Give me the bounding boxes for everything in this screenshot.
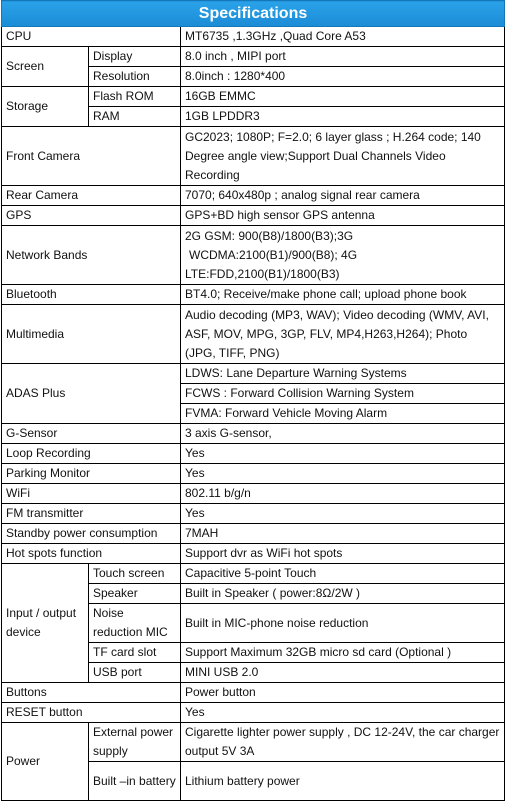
table-row <box>2 464 505 484</box>
table-header-row <box>2 1 505 27</box>
row-value-adas-fvma: FVMA: Forward Vehicle Moving Alarm <box>181 404 505 424</box>
row-label-gps: GPS <box>2 206 181 226</box>
table-row <box>2 305 505 364</box>
row-value-network-bands <box>181 226 505 285</box>
table-row <box>2 206 505 226</box>
sub-label-touch-screen: Touch screen <box>89 564 181 584</box>
row-label-adas: ADAS Plus <box>2 364 181 424</box>
table-row <box>2 484 505 504</box>
row-label-hot-spots: Hot spots function <box>2 544 181 564</box>
sub-value-flash: 16GB EMMC <box>181 87 505 107</box>
row-value-multimedia: Audio decoding (MP3, WAV); Video decoding (WMV, AVI, ASF, MOV, MPG, 3GP, FLV, MP4,H263,H264); Photo (JPG, TIFF, PNG) <box>181 305 505 364</box>
sub-label-speaker: Speaker <box>89 584 181 604</box>
table-row <box>2 87 505 107</box>
row-value-cpu: MT6735 ,1.3GHz ,Quad Core A53 <box>181 27 505 47</box>
network-line-3: LTE:FDD,2100(B1)/1800(B3) <box>185 266 340 281</box>
sub-value-speaker: Built in Speaker ( power:8Ω/2W ) <box>181 584 505 604</box>
sub-value-touch-screen: Capacitive 5-point Touch <box>181 564 505 584</box>
specifications-table <box>1 0 505 801</box>
sub-label-external-power: External power supply <box>89 723 181 762</box>
spec-sheet <box>1 0 504 801</box>
table-row <box>2 27 505 47</box>
sub-label-ram: RAM <box>89 107 181 127</box>
table-row <box>2 424 505 444</box>
row-label-loop-recording: Loop Recording <box>2 444 181 464</box>
sub-label-resolution: Resolution <box>89 67 181 87</box>
table-row <box>2 226 505 285</box>
sub-label-usb-port: USB port <box>89 663 181 683</box>
sub-value-builtin-battery: Lithium battery power <box>181 762 505 801</box>
sub-label-display: Display <box>89 47 181 67</box>
row-label-power: Power <box>2 723 89 801</box>
sub-label-flash: Flash ROM <box>89 87 181 107</box>
table-row <box>2 544 505 564</box>
row-value-parking-monitor: Yes <box>181 464 505 484</box>
row-label-screen: Screen <box>2 47 89 87</box>
row-label-cpu: CPU <box>2 27 181 47</box>
row-label-buttons: Buttons <box>2 683 181 703</box>
table-row <box>2 127 505 186</box>
row-label-standby-power: Standby power consumption <box>2 524 181 544</box>
row-value-adas-fcws: FCWS : Forward Collision Warning System <box>181 384 505 404</box>
row-value-standby-power: 7MAH <box>181 524 505 544</box>
row-label-gsensor: G-Sensor <box>2 424 181 444</box>
row-label-storage: Storage <box>2 87 89 127</box>
row-label-bluetooth: Bluetooth <box>2 285 181 305</box>
row-value-adas-ldws: LDWS: Lane Departure Warning Systems <box>181 364 505 384</box>
row-value-buttons: Power button <box>181 683 505 703</box>
row-label-network-bands: Network Bands <box>2 226 181 285</box>
row-value-bluetooth: BT4.0; Receive/make phone call; upload phone book <box>181 285 505 305</box>
row-label-multimedia: Multimedia <box>2 305 181 364</box>
table-row <box>2 186 505 206</box>
sub-value-noise-mic: Built in MIC-phone noise reduction <box>181 604 505 643</box>
sub-value-ram: 1GB LPDDR3 <box>181 107 505 127</box>
table-row <box>2 703 505 723</box>
sub-value-usb-port: MINI USB 2.0 <box>181 663 505 683</box>
network-line-1: 2G GSM: 900(B8)/1800(B3);3G <box>185 228 354 243</box>
table-row <box>2 504 505 524</box>
row-value-rear-camera: 7070; 640x480p ; analog signal rear camera <box>181 186 505 206</box>
table-row <box>2 444 505 464</box>
row-label-rear-camera: Rear Camera <box>2 186 181 206</box>
sub-label-noise-mic: Noise reduction MIC <box>89 604 181 643</box>
table-row <box>2 564 505 584</box>
row-value-loop-recording: Yes <box>181 444 505 464</box>
row-value-hot-spots: Support dvr as WiFi hot spots <box>181 544 505 564</box>
row-value-reset-button: Yes <box>181 703 505 723</box>
sub-label-builtin-battery: Built –in battery <box>89 762 181 801</box>
table-row <box>2 524 505 544</box>
table-row <box>2 723 505 762</box>
row-value-gps: GPS+BD high sensor GPS antenna <box>181 206 505 226</box>
sub-value-external-power: Cigarette lighter power supply , DC 12-24V, the car charger output 5V 3A <box>181 723 505 762</box>
row-value-gsensor: 3 axis G-sensor, <box>181 424 505 444</box>
row-value-wifi: 802.11 b/g/n <box>181 484 505 504</box>
row-label-front-camera: Front Camera <box>2 127 181 186</box>
sub-value-tf-card: Support Maximum 32GB micro sd card (Optional ) <box>181 643 505 663</box>
table-row <box>2 683 505 703</box>
table-row <box>2 47 505 67</box>
table-row <box>2 285 505 305</box>
sub-label-tf-card: TF card slot <box>89 643 181 663</box>
row-label-reset-button: RESET button <box>2 703 181 723</box>
row-value-front-camera: GC2023; 1080P; F=2.0; 6 layer glass ; H.264 code; 140 Degree angle view;Support Dual Channels Video Recording <box>181 127 505 186</box>
sub-value-resolution: 8.0inch : 1280*400 <box>181 67 505 87</box>
sub-value-display: 8.0 inch , MIPI port <box>181 47 505 67</box>
table-title: Specifications <box>2 1 505 27</box>
network-line-2: WCDMA:2100(B1)/900(B8); 4G <box>189 247 358 262</box>
row-label-fm-transmitter: FM transmitter <box>2 504 181 524</box>
row-label-io-device: Input / output device <box>2 564 89 683</box>
table-row <box>2 364 505 384</box>
row-value-fm-transmitter: Yes <box>181 504 505 524</box>
row-label-parking-monitor: Parking Monitor <box>2 464 181 484</box>
row-label-wifi: WiFi <box>2 484 181 504</box>
